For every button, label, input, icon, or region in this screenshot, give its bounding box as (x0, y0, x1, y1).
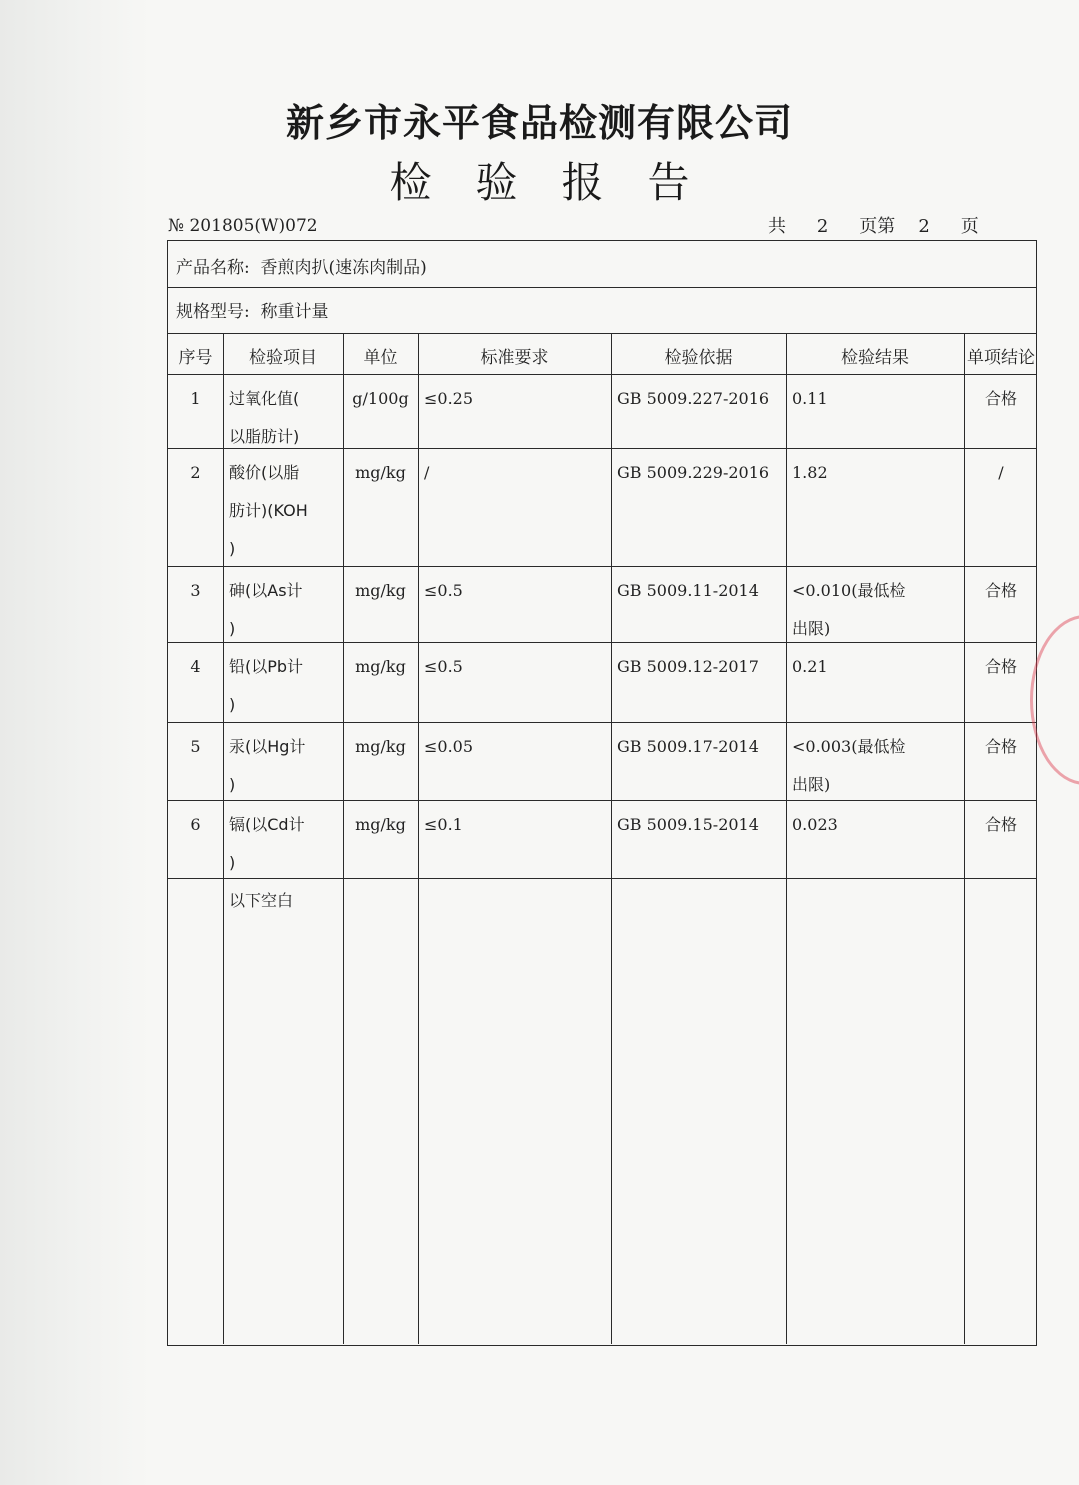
cell-basis: GB 5009.17-2014 (617, 737, 759, 756)
cell-result (792, 454, 962, 492)
cell-item-line: 以脂肪计) (229, 427, 300, 446)
cell-conclusion: 合格 (984, 581, 1017, 600)
row-divider (168, 566, 1036, 567)
report-number: № 201805(W)072 (168, 216, 318, 236)
cell-unit: mg/kg (355, 463, 406, 482)
cell-item-line: ) (229, 695, 236, 714)
cell-item (229, 380, 341, 456)
cell-result-line: <0.003(最低检 (792, 737, 906, 756)
product-name-row (176, 253, 427, 278)
column-divider (343, 333, 344, 1344)
report-title: 检验报告 (389, 158, 734, 207)
cell-result (792, 728, 962, 804)
header-col-item: 检验项目 (249, 348, 317, 368)
cell-item (229, 454, 341, 568)
cell-item-line: ) (229, 539, 236, 558)
cell-requirement: ≤0.05 (424, 737, 474, 756)
cell-item (229, 806, 341, 882)
cell-requirement: ≤0.5 (424, 581, 463, 600)
cell-conclusion: 合格 (984, 737, 1017, 756)
row-divider (168, 800, 1036, 801)
header-col-basis: 检验依据 (664, 348, 733, 368)
cell-item-line: 肪计)(KOH (229, 501, 308, 520)
cell-no: 1 (190, 389, 201, 408)
cell-item (229, 728, 341, 804)
cell-unit: mg/kg (355, 737, 406, 756)
company-name: 新乡市永平食品检测有限公司 (285, 101, 793, 145)
row-divider (168, 448, 1036, 449)
spec-value: 称重计量 (260, 302, 329, 322)
cell-no: 4 (190, 657, 201, 676)
divider (168, 374, 1036, 375)
page-info (768, 212, 979, 238)
divider (168, 287, 1036, 288)
cell-requirement: ≤0.25 (424, 389, 474, 408)
page-current: 2 (918, 216, 930, 237)
header-col-requirement: 标准要求 (480, 348, 549, 368)
cell-result-line: 出限) (792, 775, 831, 794)
cell-no: 5 (190, 737, 201, 756)
cell-requirement: / (424, 463, 430, 482)
cell-item-line: 砷(以As计 (229, 581, 303, 600)
cell-item (229, 648, 341, 724)
cell-item-line: ) (229, 775, 236, 794)
column-divider (611, 333, 612, 1344)
spec-label: 规格型号: (176, 302, 250, 322)
cell-item-line: 镉(以Cd计 (229, 815, 305, 834)
cell-unit: mg/kg (355, 657, 406, 676)
row-divider (168, 722, 1036, 723)
cell-basis: GB 5009.12-2017 (617, 657, 759, 676)
cell-requirement: ≤0.1 (424, 815, 463, 834)
cell-item (229, 572, 341, 648)
spec-row (176, 297, 329, 322)
cell-result-line: 0.11 (792, 389, 828, 408)
column-divider (964, 333, 965, 1344)
cell-result (792, 806, 962, 844)
column-divider (418, 333, 419, 1344)
cell-conclusion: 合格 (984, 389, 1017, 408)
cell-result-line: 0.023 (792, 815, 838, 834)
cell-basis: GB 5009.15-2014 (617, 815, 759, 834)
cell-result (792, 572, 962, 648)
cell-basis: GB 5009.11-2014 (617, 581, 759, 600)
blank-note: 以下空白 (229, 891, 294, 910)
cell-basis: GB 5009.229-2016 (617, 463, 770, 482)
cell-item-line: 酸价(以脂 (229, 463, 300, 482)
header-col-result: 检验结果 (841, 348, 909, 368)
cell-unit: mg/kg (355, 581, 406, 600)
cell-result (792, 380, 962, 418)
cell-item-line: ) (229, 853, 236, 872)
cell-item-line: 过氧化值( (229, 389, 300, 408)
column-divider (786, 333, 787, 1344)
cell-requirement: ≤0.5 (424, 657, 463, 676)
page-suffix: 页 (960, 216, 979, 237)
row-divider (168, 642, 1036, 643)
header-col-unit: 单位 (363, 348, 398, 368)
divider (168, 333, 1036, 334)
cell-conclusion: / (998, 463, 1004, 482)
cell-conclusion: 合格 (984, 815, 1017, 834)
column-divider (223, 333, 224, 1344)
product-name-label: 产品名称: (176, 258, 250, 278)
cell-item-line: 铅(以Pb计 (229, 657, 304, 676)
cell-item-line: ) (229, 619, 236, 638)
cell-no: 3 (190, 581, 201, 600)
page-total: 2 (816, 216, 829, 237)
cell-no: 6 (190, 815, 201, 834)
header-col-no: 序号 (178, 348, 213, 368)
page-total-label: 共 (768, 216, 786, 237)
product-name-value: 香煎肉扒(速冻肉制品) (260, 258, 427, 278)
cell-result-line: <0.010(最低检 (792, 581, 906, 600)
cell-result (792, 648, 962, 686)
cell-conclusion: 合格 (984, 657, 1017, 676)
cell-unit: mg/kg (355, 815, 406, 834)
cell-item-line: 汞(以Hg计 (229, 737, 306, 756)
cell-result-line: 0.21 (792, 657, 828, 676)
cell-result-line: 出限) (792, 619, 831, 638)
cell-no: 2 (190, 463, 201, 482)
page-label: 页第 (859, 216, 896, 237)
cell-unit: g/100g (352, 389, 409, 408)
header-col-conclusion: 单项结论 (967, 348, 1035, 368)
row-divider (168, 878, 1036, 879)
cell-result-line: 1.82 (792, 463, 828, 482)
cell-basis: GB 5009.227-2016 (617, 389, 770, 408)
inspection-table (167, 240, 1037, 1346)
